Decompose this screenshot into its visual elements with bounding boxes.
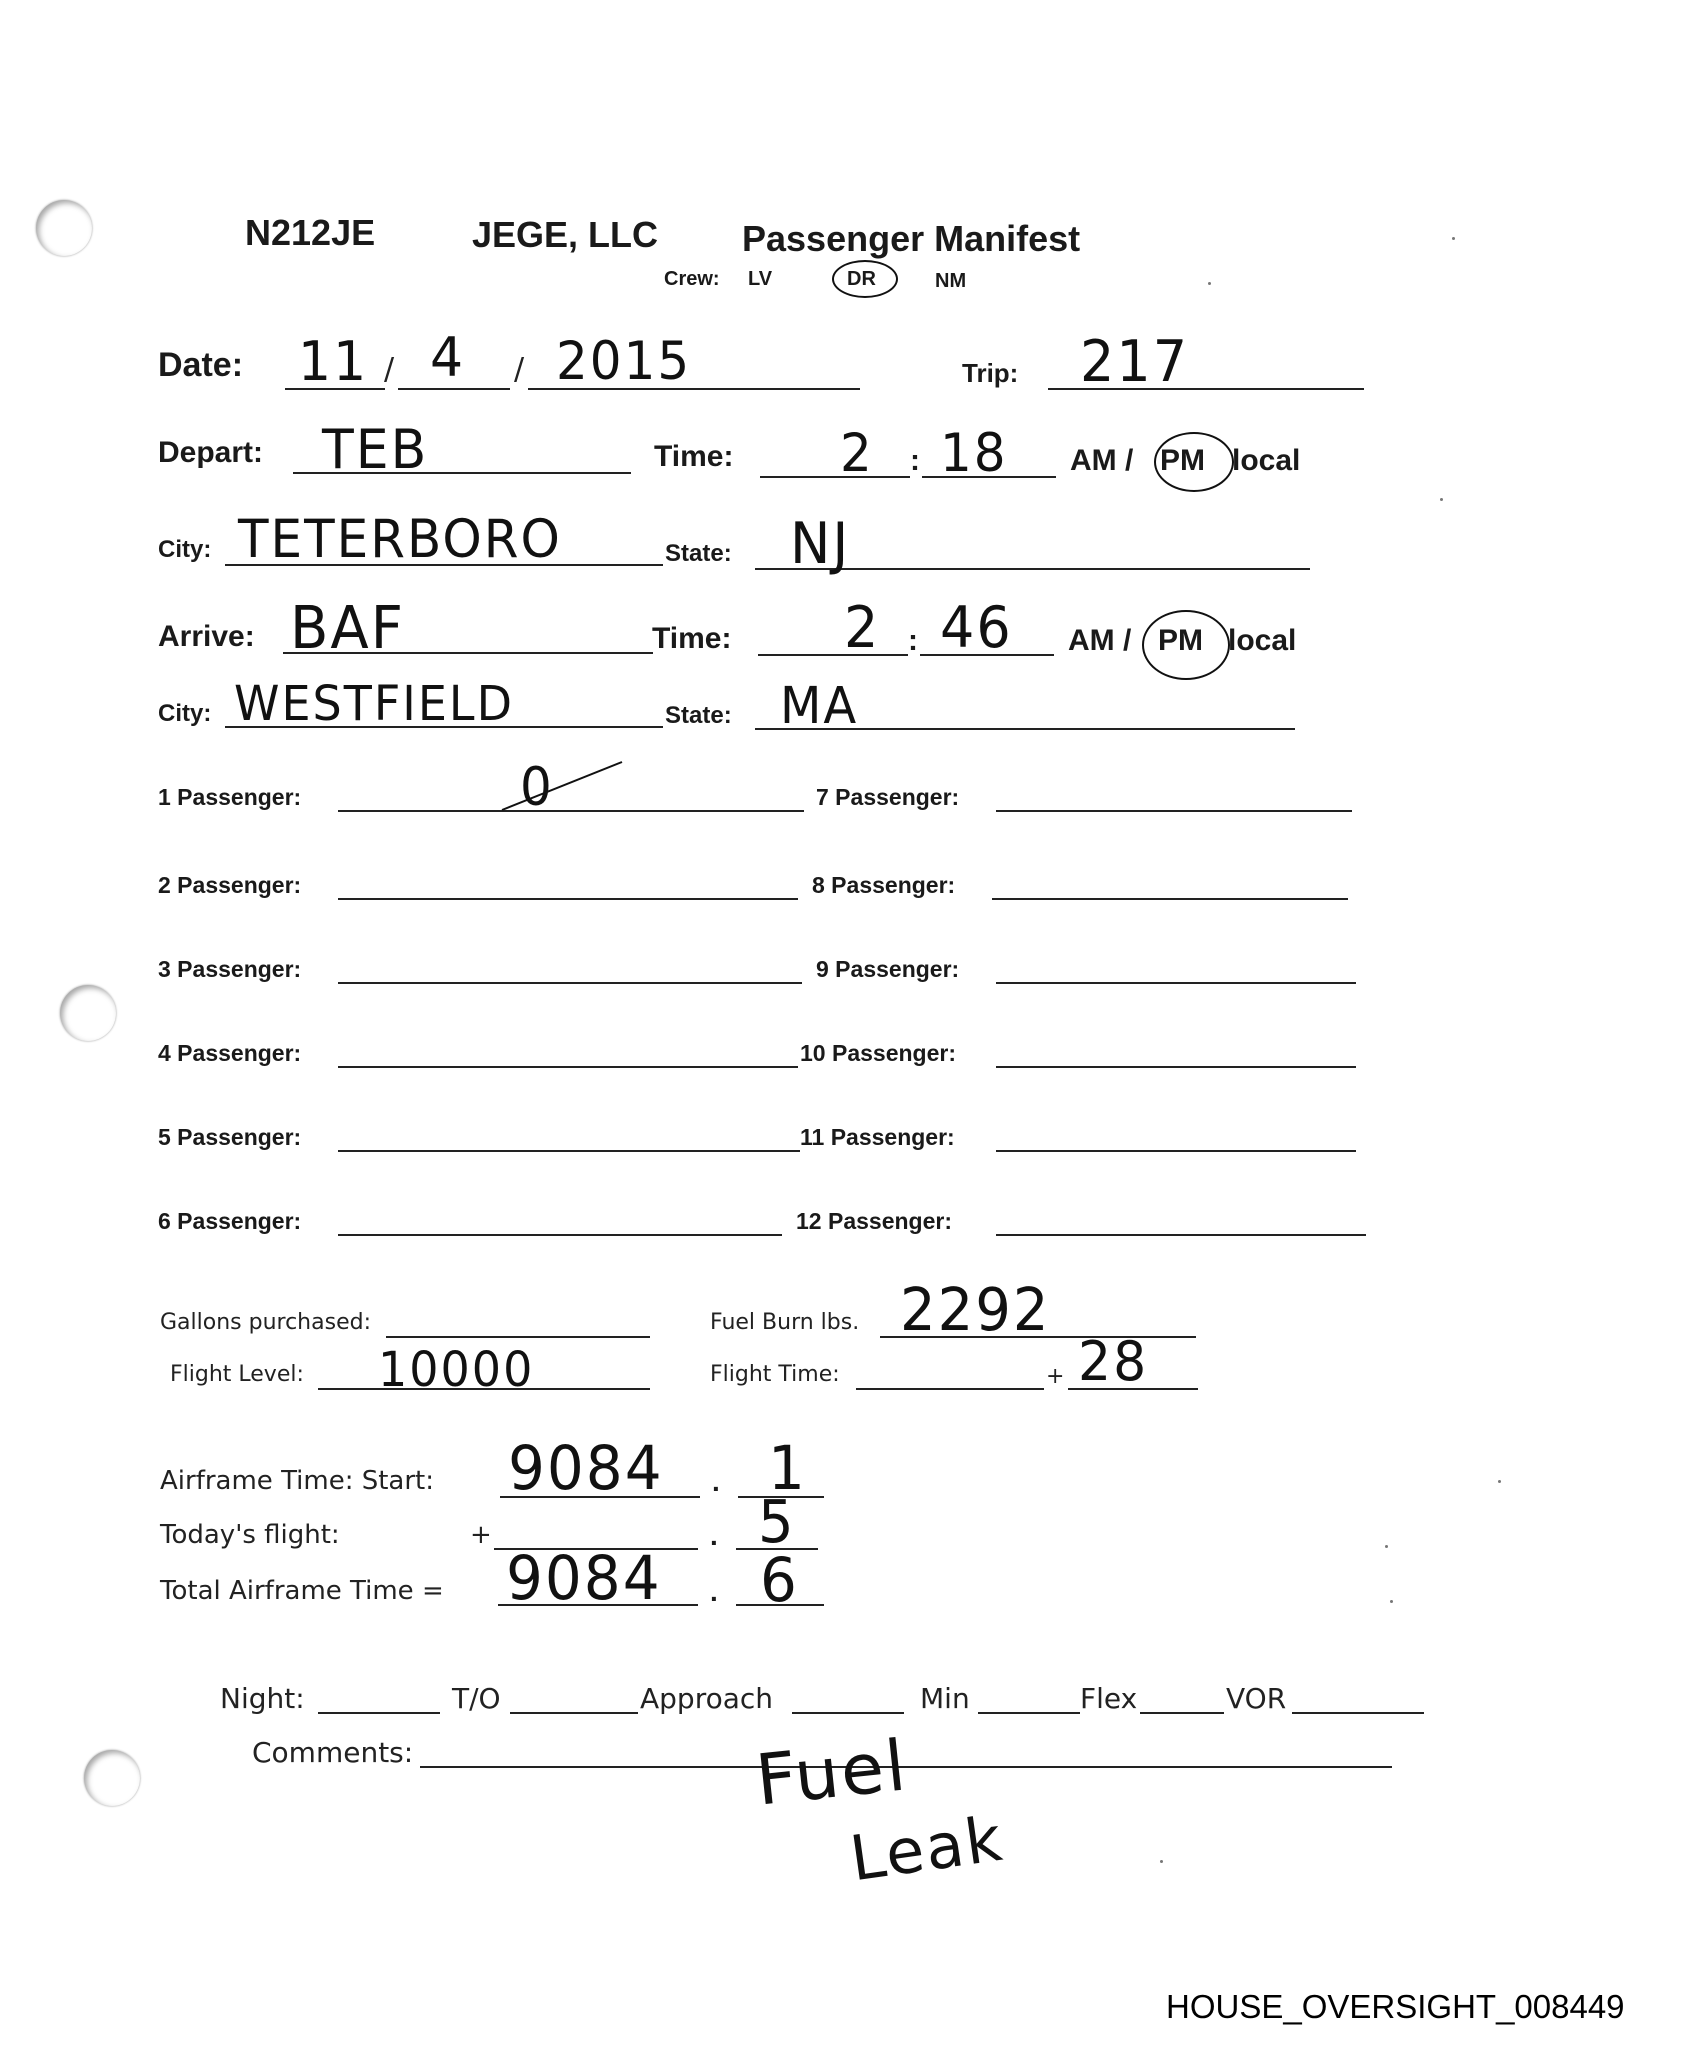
depart-city-label: City: — [158, 536, 212, 563]
passenger-3-label: 3 Passenger: — [158, 956, 302, 982]
passenger-12-field[interactable] — [996, 1234, 1366, 1236]
flight-time-plus: + — [1046, 1364, 1065, 1389]
depart-label: Depart: — [158, 436, 264, 469]
airframe-start-tenth: 1 — [768, 1432, 807, 1504]
arrive-city: WESTFIELD — [234, 674, 514, 732]
depart-time-label: Time: — [654, 440, 734, 473]
passenger-8-label: 8 Passenger: — [812, 872, 956, 898]
passenger-4-field[interactable] — [338, 1066, 798, 1068]
depart-hour: 2 — [840, 422, 874, 484]
passenger-1-label: 1 Passenger: — [158, 784, 302, 810]
passenger-10-label: 10 Passenger: — [800, 1040, 956, 1066]
total-airframe-label: Total Airframe Time = — [160, 1576, 444, 1606]
arrive-hour: 2 — [844, 594, 881, 661]
depart-city: TETERBORO — [238, 508, 562, 570]
night-label: Night: — [220, 1682, 305, 1715]
trip-label: Trip: — [962, 358, 1019, 388]
airframe-start-label: Airframe Time: Start: — [160, 1466, 434, 1496]
fuel-burn-label: Fuel Burn lbs. — [710, 1310, 860, 1335]
passenger-5-label: 5 Passenger: — [158, 1124, 302, 1150]
passenger-6-label: 6 Passenger: — [158, 1208, 302, 1234]
arrive-minute: 46 — [940, 594, 1013, 661]
airframe-start-whole: 9084 — [508, 1432, 664, 1504]
passenger-2-field[interactable] — [338, 898, 798, 900]
binder-hole-top — [36, 200, 92, 256]
depart-state: NJ — [790, 510, 851, 577]
passenger-7-label: 7 Passenger: — [816, 784, 960, 810]
date-day: 4 — [430, 326, 466, 390]
comment-line-1: Fuel — [752, 1724, 912, 1822]
passenger-10-field[interactable] — [996, 1066, 1356, 1068]
binder-hole-middle — [60, 985, 116, 1041]
vor-label: VOR — [1226, 1682, 1287, 1715]
company-name: JEGE, LLC — [472, 214, 659, 255]
passenger-1-value: 0 — [520, 756, 554, 818]
passenger-9-field[interactable] — [996, 982, 1356, 984]
fuel-burn-value: 2292 — [900, 1276, 1051, 1345]
depart-state-label: State: — [665, 540, 732, 567]
flex-label: Flex — [1080, 1682, 1138, 1715]
crew-lv: LV — [748, 268, 773, 290]
passenger-4-label: 4 Passenger: — [158, 1040, 302, 1066]
date-label: Date: — [158, 346, 244, 384]
todays-flight-label: Today's flight: — [160, 1520, 340, 1550]
total-airframe-tenth: 6 — [760, 1544, 799, 1616]
passenger-6-field[interactable] — [338, 1234, 782, 1236]
passenger-7-field[interactable] — [996, 810, 1352, 812]
flight-time-value: 28 — [1078, 1330, 1149, 1394]
depart-airport: TEB — [322, 418, 429, 482]
trip-number: 217 — [1080, 328, 1190, 395]
crew-label: Crew: — [664, 268, 720, 290]
passenger-5-field[interactable] — [338, 1150, 800, 1152]
arrive-local: local — [1228, 624, 1297, 657]
comment-line-2: Leak — [845, 1801, 1008, 1896]
passenger-11-field[interactable] — [996, 1150, 1356, 1152]
flight-time-label: Flight Time: — [710, 1362, 840, 1387]
todays-flight-tenth: 5 — [758, 1488, 796, 1557]
tail-number: N212JE — [245, 212, 376, 253]
passenger-8-field[interactable] — [992, 898, 1348, 900]
crew-nm: NM — [935, 270, 967, 292]
passenger-9-label: 9 Passenger: — [816, 956, 960, 982]
gallons-field[interactable] — [386, 1336, 650, 1338]
crew-dr: DR — [847, 268, 876, 290]
to-label: T/O — [452, 1682, 501, 1715]
depart-local: local — [1232, 444, 1301, 477]
comments-label: Comments: — [252, 1736, 414, 1769]
depart-pm-circle — [1154, 432, 1234, 492]
flight-level-value: 10000 — [378, 1340, 535, 1398]
min-label: Min — [920, 1682, 970, 1715]
arrive-label: Arrive: — [158, 620, 255, 653]
arrive-airport: BAF — [290, 594, 405, 663]
passenger-12-label: 12 Passenger: — [796, 1208, 952, 1234]
crew-dr-circle — [832, 260, 898, 298]
passenger-11-label: 11 Passenger: — [800, 1124, 955, 1150]
arrive-state-label: State: — [665, 702, 732, 729]
arrive-pm: PM — [1158, 624, 1203, 657]
document-stamp: HOUSE_OVERSIGHT_008449 — [1166, 1988, 1625, 2025]
arrive-am: AM / — [1068, 624, 1132, 657]
passenger-3-field[interactable] — [338, 982, 802, 984]
total-airframe-whole: 9084 — [506, 1542, 662, 1614]
date-month: 11 — [298, 330, 369, 394]
depart-am: AM / — [1070, 444, 1134, 477]
arrive-time-label: Time: — [652, 622, 732, 655]
todays-flight-plus: + — [470, 1520, 492, 1550]
depart-minute: 18 — [940, 422, 1008, 484]
strike-mark — [498, 756, 628, 816]
arrive-state: MA — [780, 676, 859, 736]
binder-hole-bottom — [84, 1750, 140, 1806]
approach-label: Approach — [640, 1682, 774, 1715]
passenger-2-label: 2 Passenger: — [158, 872, 302, 898]
form-title: Passenger Manifest — [742, 218, 1081, 259]
depart-pm: PM — [1160, 444, 1205, 477]
gallons-label: Gallons purchased: — [160, 1310, 371, 1335]
date-year: 2015 — [556, 330, 692, 392]
arrive-pm-circle — [1142, 610, 1230, 680]
arrive-city-label: City: — [158, 700, 212, 727]
flight-level-label: Flight Level: — [170, 1362, 304, 1387]
